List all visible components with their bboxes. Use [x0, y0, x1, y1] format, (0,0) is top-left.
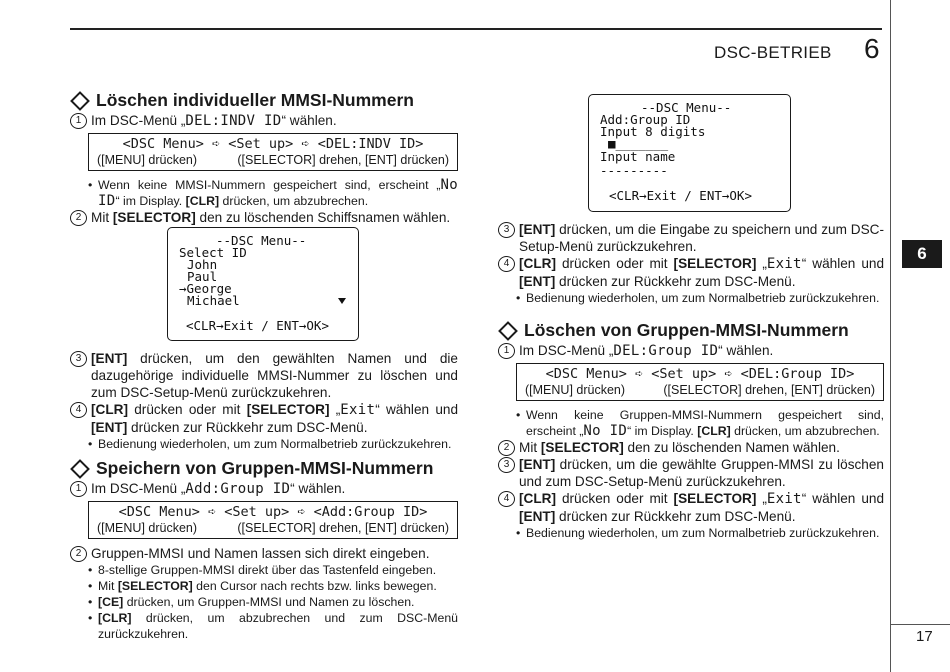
bullet-8-digit: • 8-stellige Gruppen-MMSI direkt über das Tastenfeld eingeben. — [88, 563, 437, 577]
step-number: 3 — [70, 351, 87, 367]
chapter-title: DSC-BETRIEB — [714, 43, 832, 62]
lcd-footer: <CLR→Exit / ENT→OK> — [609, 188, 752, 203]
menu-instruction: ([MENU] drücken) — [97, 521, 198, 535]
step-number: 2 — [70, 546, 87, 562]
chapter-number: 6 — [864, 33, 880, 64]
step-number: 2 — [498, 440, 515, 456]
lcd-line: Select ID — [179, 245, 247, 260]
bullet-no-id: • Wenn keine MMSI-Nummern gespeichert sind, erscheint „No ID“ im Display. [CLR] drücken, um abzubrechen. — [88, 177, 458, 209]
diamond-icon — [70, 459, 90, 479]
lcd-line: Input 8 digits — [600, 124, 706, 139]
lcd-line: John — [187, 257, 218, 272]
bullet-no-id: • Wenn keine Gruppen-MMSI-Nummern gespeichert sind, erscheint „No ID“ im Display. [CLR] drücken, um abzubrechen. — [516, 408, 884, 439]
lcd-input-field: ■_______ — [608, 136, 669, 151]
left-column — [70, 90, 458, 642]
step-3: 3 [ENT] drücken, um den gewählten Namen und die dazugehörige individuelle MMSI-Nummer zu löschen und zum DSC-Setup-Menü zurückzukehren. — [70, 350, 458, 401]
scroll-down-icon — [338, 298, 346, 304]
bullet-ce: • [CE] drücken, um Gruppen-MMSI und Namen zu löschen. — [88, 595, 415, 609]
step-number: 2 — [70, 210, 87, 226]
selector-instruction: ([SELECTOR] drehen, [ENT] drücken) — [663, 383, 875, 397]
step-1: 1 Im DSC-Menü „Add:Group ID“ wählen. — [70, 480, 458, 498]
step-number: 4 — [498, 256, 515, 272]
bullet-cursor: • Mit [SELECTOR] den Cursor nach rechts bzw. links bewegen. — [88, 579, 437, 593]
lcd-line: Input name — [600, 149, 676, 164]
step-number: 3 — [498, 457, 515, 473]
bullet-clr: • [CLR] drücken, um abzubrechen und zum DSC-Menü zurückzukehren. — [88, 611, 458, 641]
lcd-title: --DSC Menu-- — [641, 100, 732, 115]
lcd-line: Add:Group ID — [600, 112, 691, 127]
cursor-icon: ■ — [608, 136, 616, 151]
bullet-repeat: • Bedienung wiederholen, um zum Normalbetrieb zurückzukehren. — [88, 437, 452, 451]
step-3: 3 [ENT] drücken, um die gewählte Gruppen-MMSI zu löschen und zum DSC-Setup-Menü zurückzukehren. — [498, 456, 884, 490]
menu-path: <DSC Menu> ➪ <Set up> ➪ <DEL:INDV ID> — [122, 136, 424, 152]
section-heading-delete-group: Löschen von Gruppen-MMSI-Nummern — [498, 320, 884, 341]
lcd-footer: <CLR→Exit / ENT→OK> — [186, 318, 329, 333]
lcd-line-selected: →George — [179, 281, 232, 296]
step-4: 4 [CLR] drücken oder mit [SELECTOR] „Exit“ wählen und [ENT] drücken zur Rückkehr zum DSC-Menü. — [70, 401, 458, 436]
menu-path-box — [516, 363, 884, 401]
diamond-icon — [498, 321, 518, 341]
menu-instruction: ([MENU] drücken) — [525, 383, 626, 397]
lcd-line: --------- — [600, 163, 668, 178]
menu-path: <DSC Menu> ➪ <Set up> ➪ <DEL:Group ID> — [545, 366, 855, 382]
step-2: 2 Gruppen-MMSI und Namen lassen sich direkt eingeben. — [70, 545, 458, 562]
step-4: 4 [CLR] drücken oder mit [SELECTOR] „Exit“ wählen und [ENT] drücken zur Rückkehr zum DSC-Menü. — [498, 255, 884, 290]
header-rule — [70, 28, 882, 30]
lcd-display-select-id — [167, 227, 359, 341]
page-number: 17 — [916, 628, 933, 645]
menu-path-box — [88, 501, 458, 539]
step-number: 3 — [498, 222, 515, 238]
lcd-line: Paul — [187, 269, 218, 284]
chapter-tab: 6 — [902, 240, 942, 268]
step-2: 2 Mit [SELECTOR] den zu löschenden Schiffsnamen wählen. — [70, 209, 458, 226]
step-number: 4 — [70, 402, 87, 418]
step-4: 4 [CLR] drücken oder mit [SELECTOR] „Exit“ wählen und [ENT] drücken zur Rückkehr zum DSC-Menü. — [498, 490, 884, 525]
menu-instruction: ([MENU] drücken) — [97, 153, 198, 167]
diamond-icon — [70, 91, 90, 111]
selector-instruction: ([SELECTOR] drehen, [ENT] drücken) — [237, 521, 449, 535]
selector-instruction: ([SELECTOR] drehen, [ENT] drücken) — [237, 153, 449, 167]
step-1: 1 Im DSC-Menü „DEL:Group ID“ wählen. — [498, 342, 884, 360]
step-number: 4 — [498, 491, 515, 507]
bullet-repeat: • Bedienung wiederholen, um zum Normalbetrieb zurückzukehren. — [516, 291, 880, 305]
section-heading-store-group: Speichern von Gruppen-MMSI-Nummern — [70, 458, 458, 479]
right-column — [498, 221, 884, 541]
menu-path-box — [88, 133, 458, 171]
lcd-title: --DSC Menu-- — [216, 233, 307, 248]
lcd-display-add-group — [588, 94, 791, 212]
step-2: 2 Mit [SELECTOR] den zu löschenden Namen wählen. — [498, 439, 884, 456]
lcd-line: Michael — [187, 293, 240, 308]
step-3: 3 [ENT] drücken, um die Eingabe zu speichern und zum DSC-Setup-Menü zurückzukehren. — [498, 221, 884, 255]
step-1: 1 Im DSC-Menü „DEL:INDV ID“ wählen. — [70, 112, 458, 130]
menu-path: <DSC Menu> ➪ <Set up> ➪ <Add:Group ID> — [118, 504, 428, 520]
side-rule — [890, 0, 891, 672]
step-number: 1 — [70, 481, 87, 497]
step-number: 1 — [70, 113, 87, 129]
step-number: 1 — [498, 343, 515, 359]
bullet-repeat: • Bedienung wiederholen, um zum Normalbetrieb zurückzukehren. — [516, 526, 880, 540]
section-heading-delete-individual: Löschen individueller MMSI-Nummern — [70, 90, 458, 111]
page-number-rule — [890, 624, 950, 625]
